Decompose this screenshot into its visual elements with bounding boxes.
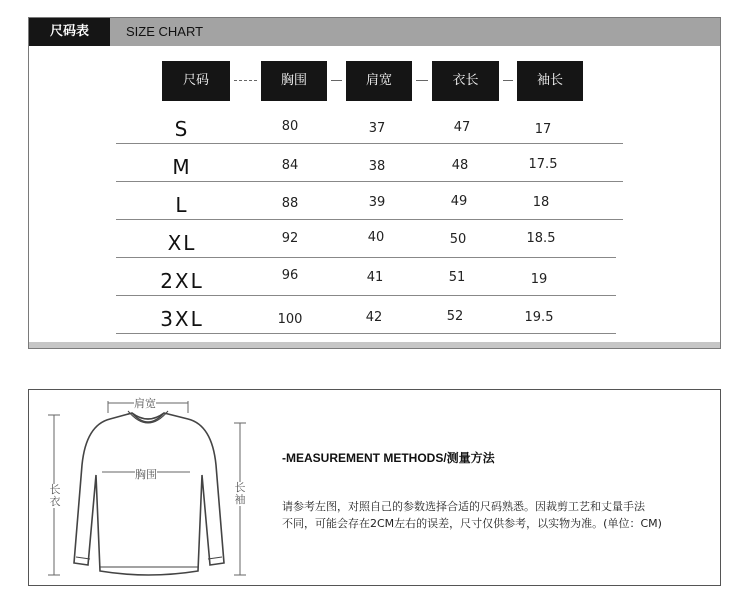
sleeve-length-label: 长袖: [234, 481, 246, 506]
connector-dash: [234, 80, 257, 81]
length-value: 51: [448, 270, 466, 285]
size-label: XL: [167, 231, 197, 255]
length-value: 49: [450, 194, 468, 209]
sleeve-value: 17.5: [528, 157, 558, 172]
size-label: L: [175, 193, 189, 217]
length-value: 47: [453, 120, 471, 135]
sleeve-value: 17: [534, 122, 552, 137]
sleeve-value: 18.5: [526, 231, 556, 246]
chest-value: 88: [281, 196, 299, 211]
size-chart-title: SIZE CHART: [126, 24, 204, 39]
length-value: 52: [446, 309, 464, 324]
measurement-note-line1: 请参考左图，对照自己的参数选择合适的尺码熟悉。因裁剪工艺和丈量手法: [282, 500, 645, 513]
shoulder-value: 40: [367, 230, 385, 245]
chest-value: 84: [281, 158, 299, 173]
header-chest: 胸围: [261, 61, 327, 101]
connector-dash: [331, 80, 342, 81]
connector-dash: [503, 80, 513, 81]
shoulder-value: 42: [365, 310, 383, 325]
row-divider: [116, 295, 616, 296]
measurement-note-line2: 不同，可能会存在2CM左右的误差，尺寸仅供参考，以实物为准。(单位：CM): [282, 517, 662, 530]
chest-label: 胸围: [135, 468, 157, 481]
size-chart-tag: 尺码表: [29, 18, 110, 46]
row-divider: [116, 143, 623, 144]
chest-value: 96: [281, 268, 299, 283]
header-size: 尺码: [162, 61, 230, 101]
row-divider: [116, 333, 616, 334]
header-length: 衣长: [432, 61, 499, 101]
body-length-label: 长衣: [49, 483, 61, 508]
shoulder-value: 41: [366, 270, 384, 285]
row-divider: [116, 257, 616, 258]
row-divider: [116, 181, 623, 182]
sleeve-value: 19.5: [524, 310, 554, 325]
shoulder-value: 37: [368, 121, 386, 136]
size-chart-header-bar: [29, 18, 720, 46]
chest-value: 92: [281, 231, 299, 246]
header-shoulder: 肩宽: [346, 61, 412, 101]
shoulder-value: 39: [368, 195, 386, 210]
size-label: 3XL: [160, 307, 204, 331]
connector-dash: [416, 80, 428, 81]
header-sleeve: 袖长: [517, 61, 583, 101]
shoulder-value: 38: [368, 159, 386, 174]
chest-value: 80: [281, 119, 299, 134]
sleeve-value: 18: [532, 195, 550, 210]
size-label: M: [172, 155, 192, 179]
shoulder-label: 肩宽: [134, 397, 156, 410]
measurement-title: -MEASUREMENT METHODS/测量方法: [282, 451, 495, 465]
chest-value: 100: [277, 312, 303, 327]
length-value: 50: [449, 232, 467, 247]
sleeve-value: 19: [530, 272, 548, 287]
size-label: S: [174, 117, 190, 141]
row-divider: [116, 219, 623, 220]
size-label: 2XL: [160, 269, 204, 293]
size-chart-bottom-strip: [29, 342, 720, 348]
length-value: 48: [451, 158, 469, 173]
shirt-measurement-diagram: [40, 395, 255, 585]
